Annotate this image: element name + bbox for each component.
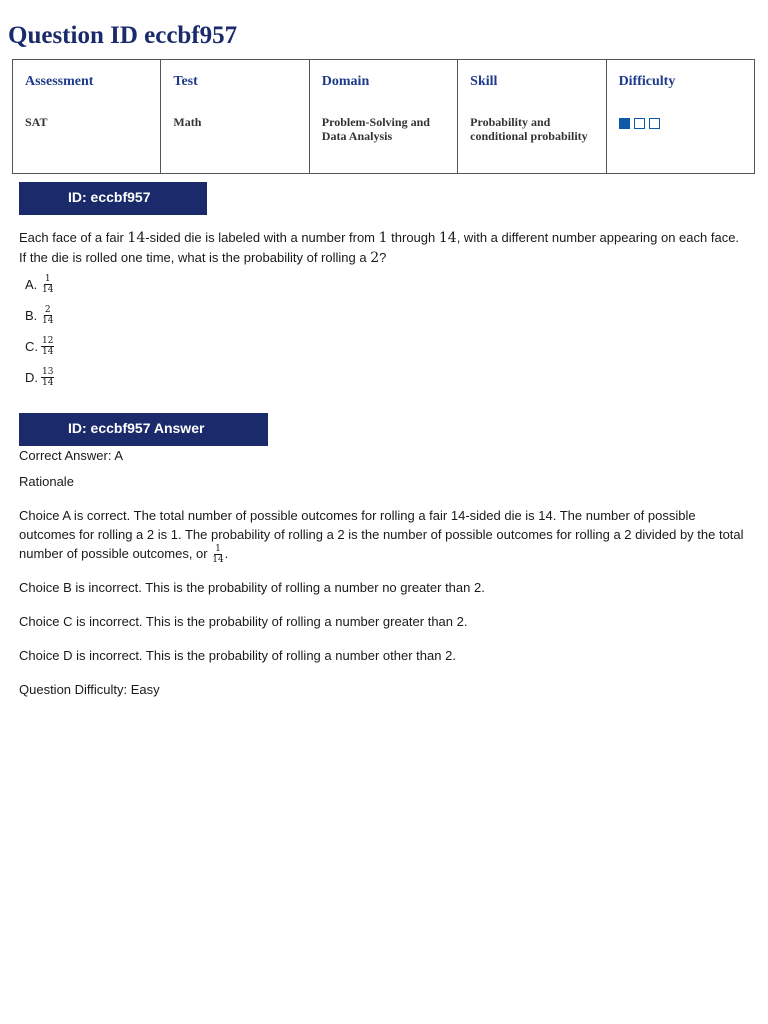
rationale-choice-a: Choice A is correct. The total number of possible outcomes for rolling a fair 14-sided die is 14. The number of possible outcomes for rolling a 2 is 1. The probability of rolling a 2 is the number of possible outcomes for rolling a 2 divided by the total number of possible outcomes, or $\frac{1}{14}$ . [19,508,744,566]
choice-c: C. $\frac{12}{14}$ [25,336,54,357]
question-id-banner: ID: eccbf957 [19,182,207,215]
rationale-choice-c: Choice C is incorrect. This is the probability of rolling a number greater than 2. [19,614,468,629]
meta-cell-test [161,60,309,174]
answer-id-banner: ID: eccbf957 Answer [19,413,268,446]
choice-b-fraction: $\frac{2}{14}$ [42,305,54,326]
meta-header-test: Test [173,74,198,89]
question-stem: Each face of a fair 14-sided die is labeled with a number from 1 through 14, with a different number appearing on each face. If the die is rolled one time, what is the probability of rolling a 2? [19,230,740,266]
choice-b: B. $\frac{2}{14}$ [25,305,54,326]
rationale-fraction: $\frac{1}{14}$ [212,544,224,566]
choice-d: D. $\frac{13}{14}$ [25,367,54,388]
choice-d-fraction: $\frac{13}{14}$ [42,367,54,388]
meta-cell-difficulty [606,60,754,174]
meta-cell-skill [458,60,606,174]
rationale-choice-b: Choice B is incorrect. This is the probability of rolling a number no greater than 2. [19,580,485,595]
choice-a: A. $\frac{1}{14}$ [25,274,54,295]
math-14b: 14 [438,230,457,246]
meta-header-assessment: Assessment [25,74,94,89]
meta-cell-domain [309,60,457,174]
meta-cell-assessment [13,60,161,174]
rationale-choice-d: Choice D is incorrect. This is the probability of rolling a number other than 2. [19,648,456,663]
math-14: 14 [127,230,146,246]
rationale-label: Rationale [19,474,74,489]
meta-value-assessment: SAT [25,115,48,129]
difficulty-box-1 [619,118,630,129]
difficulty-box-2 [634,118,645,129]
difficulty-indicator [619,118,742,129]
choice-c-fraction: $\frac{12}{14}$ [42,336,54,357]
meta-value-domain: Problem-Solving and Data Analysis [321,115,430,143]
question-difficulty: Question Difficulty: Easy [19,682,160,697]
correct-answer: Correct Answer: A [19,448,124,463]
choice-a-fraction: $\frac{1}{14}$ [42,274,54,295]
meta-header-difficulty: Difficulty [618,74,676,89]
meta-header-domain: Domain [321,74,370,89]
meta-value-skill: Probability and conditional probability [470,115,588,143]
difficulty-box-3 [649,118,660,129]
meta-value-test: Math [173,115,202,129]
math-2: 2 [370,250,380,266]
page-title: Question ID eccbf957 [8,22,238,49]
math-1: 1 [378,230,388,246]
question-meta-table [12,59,755,174]
meta-header-skill: Skill [470,74,498,89]
